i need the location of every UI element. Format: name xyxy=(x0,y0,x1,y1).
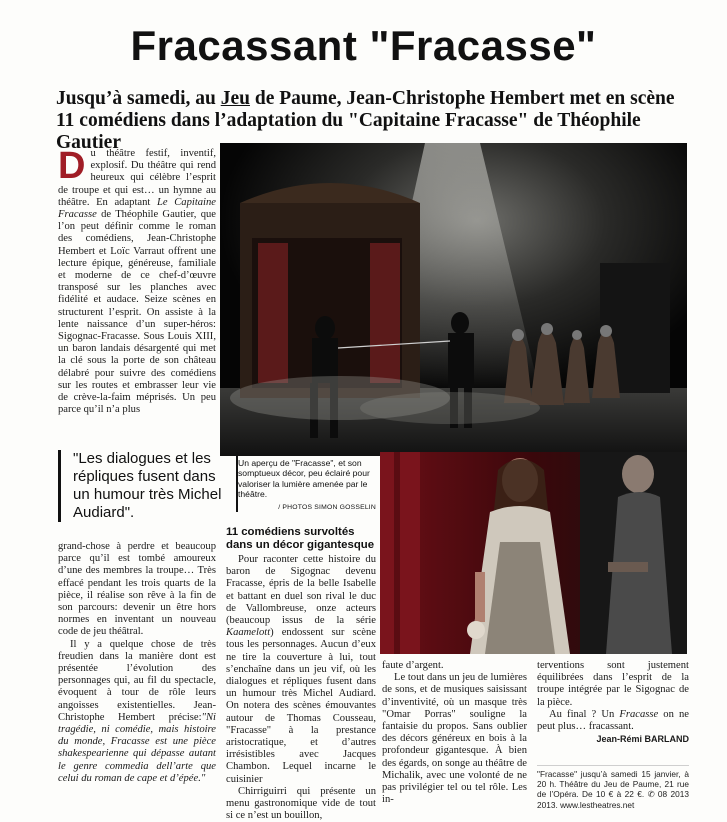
pull-quote xyxy=(58,450,233,522)
stage-photo xyxy=(220,143,687,456)
pull-quote-text: "Les dialogues et les répliques fusent dans un humour très Michel Audiard". xyxy=(73,450,222,521)
actors-photo-art xyxy=(380,452,687,654)
col4-p2-italic: Fracasse xyxy=(619,708,659,720)
col1-p2: grand-chose à perdre et beaucoup parce qu’il est tombé amoureux d’une des membres la troupe… Très effacé pendant les trois quarts de la pièce, il réalise son rêve à la fin de son parcours: devenir un être hors normes en inventant un nouveau code de jeu théâtral. xyxy=(58,541,216,638)
col1-p1-a: u théâtre festif, inventif, explosif. Du théâtre qui rend heureux qui célèbre l’esprit de troupe et qui est… un hymne au théâtre. En adaptant xyxy=(58,148,216,208)
col4-p1: terventions sont justement équilibrées dans l’esprit de la troupe intégrée par le Sigognac de la pièce. xyxy=(537,660,689,708)
col2-p1-a: Pour raconter cette histoire du baron de Sigognac devenu Fracasse, épris de la belle Isabelle et battant en duel son rival le duc de Vallombreuse, onze acteurs (beaucoup issus de la série xyxy=(226,554,376,627)
deck-before: Jusqu’à samedi, au xyxy=(56,88,221,109)
column-1-bottom xyxy=(58,541,216,785)
col2-p1-italic: Kaamelott xyxy=(226,627,271,639)
photo-credit: / PHOTOS SIMON GOSSELIN xyxy=(278,503,376,511)
headline: Fracassant "Fracasse" xyxy=(130,22,597,69)
column-1-top xyxy=(58,145,217,416)
col2-p2: Chirriguirri qui présente un menu gastronomique vide de tout si ce n’est un bouillon, xyxy=(226,785,376,822)
col1-p3-italic: "Ni tragédie, ni comédie, mais histoire du monde, Fracasse est une pièce shakespearienne qui dépasse autant le genre commedia dell’arte que celui du roman de cape et d’épée." xyxy=(58,711,216,784)
col4-p2-b: on ne peut plus… fracassant. xyxy=(537,708,689,733)
col1-p1-b: de Théophile Gautier, que l’on peut définir comme le roman des comédiens, Jean-Christophe Hembert et Loïc Varraut offrent une lecture épique, généreuse, familiale et moderne de ce chef-d’œuvre transposé sur les planches avec fidélité et audace. Seize scènes en structurent l’esprit. On assiste à la lente naissance d’un super-héros: Sigognac-Fracasse. Sous Louis XIII, un baron landais désargenté qui met la clé sous la porte de son château délabré pour suivre des comédiens sur les routes et embrasser leur vie de crève-la-faim méprisés. Un peu parce qu’il n’a plus xyxy=(58,209,216,416)
column-4 xyxy=(537,660,689,745)
caption-text: Un aperçu de "Fracasse", et son somptueux décor, peu éclairé pour valoriser la lumière amenée par le théâtre. xyxy=(238,458,370,500)
col4-p2-a: Au final ? Un xyxy=(549,708,620,720)
col1-p1-italic: Le Capitaine Fracasse xyxy=(58,196,217,221)
col1-p3: Il y a quelque chose de très freudien dans la manière dont est présentée l’évolution des personnages qui, au fil du spectacle, évoquent à tour de rôle leurs angoisses existentielles. Jean-Christophe Hembert précise: xyxy=(58,638,216,723)
deck-link: Jeu xyxy=(220,88,250,109)
info-separator xyxy=(537,765,689,766)
column-3 xyxy=(382,660,527,806)
subhead: 11 comédiens survoltés dans un décor gigantesque xyxy=(226,526,375,551)
column-2 xyxy=(226,554,376,822)
info-box: "Fracasse" jusqu’à samedi 15 janvier, à 20 h. Théâtre du Jeu de Paume, 21 rue de l’Opéra. De 10 € à 22 €. ✆ 08 2013 2013. www.lestheatres.net xyxy=(537,769,689,810)
deck-after: de Paume, Jean-Christophe Hembert met en scène 11 comédiens dans l’adaptation du "Capitaine Fracasse" de Théophile Gautier xyxy=(56,88,675,153)
byline: Jean-Rémi BARLAND xyxy=(596,734,689,745)
actors-photo xyxy=(380,452,687,654)
col2-p1-b: ) endossent sur scène tous les personnages. Aucun d’eux ne tire la couverture à lui, tout s’enchaîne dans un jeu vif, où les dialogues et répliques fusent dans un humour très Michel Audiard. On notera des scènes émouvantes autour de Thomas Cousseau, "Fracasse" à la prestance aristocratique, et d’autres irrésistibles avec Jacques Chambon. Lequel incarne le cuisinier xyxy=(226,627,376,785)
col3-p2: Le tout dans un jeu de lumières de sons, et de musiques saisissant d’inventivité, où un masque très "Omar Porras" souligne la fantaisie du propos. Sans oublier des décors généreux en bois à la profondeur gigantesque. À bien des égards, on songe au théâtre de Michalik, avec une volonté de ne pas privilégier tel ou tel rôle. Les in- xyxy=(382,672,527,806)
stage-photo-art xyxy=(220,143,687,456)
dropcap: D xyxy=(58,145,86,187)
col3-p1: faute d’argent. xyxy=(382,660,444,671)
photo-caption xyxy=(238,458,376,513)
